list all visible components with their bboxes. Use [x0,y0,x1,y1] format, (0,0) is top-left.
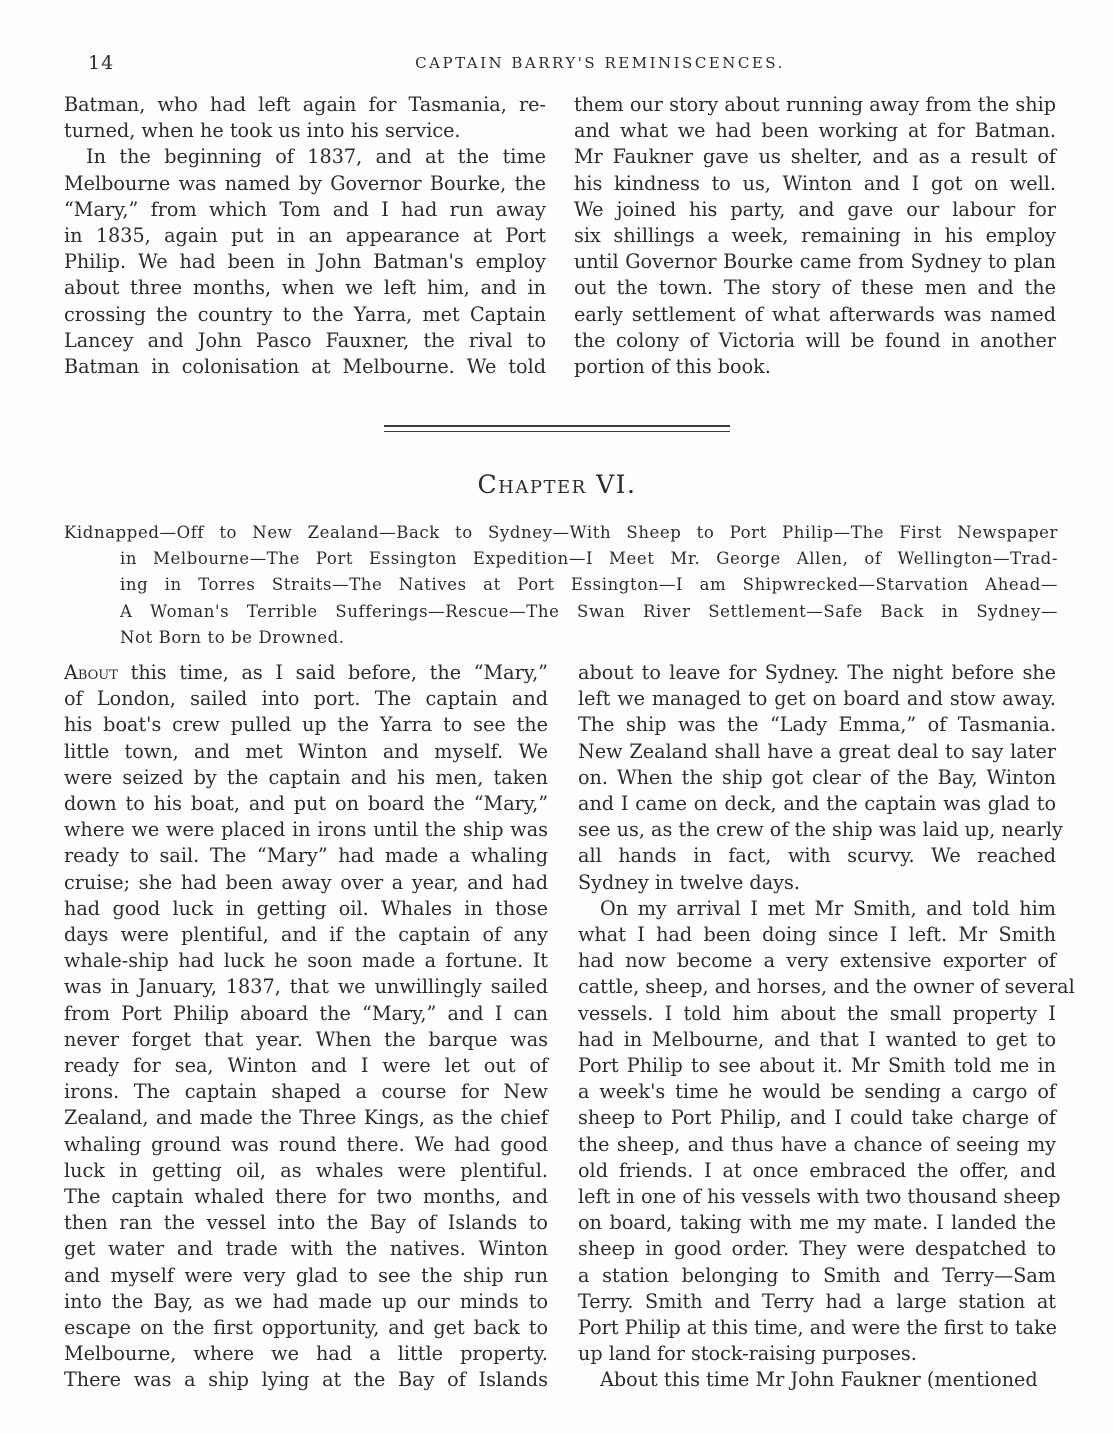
text-line: Batman, who had left again for Tasmania, re- [64,93,546,116]
text-line: We joined his party, and gave our labour for [574,197,1056,221]
text-line: Port Philip to see about it. Mr Smith told me in [578,1054,1056,1078]
text-line: The ship was the “Lady Emma,” of Tasmania. [578,713,1056,737]
top-left-column [64,92,546,380]
text-line: Melbourne, where we had a little property. [64,1342,548,1366]
text-line: days were plentiful, and if the captain of any [64,923,548,947]
text-line: down to his boat, and put on board the “Mary,” [64,792,548,816]
paragraph [578,660,1063,896]
text-line: The captain whaled there for two months, and [64,1185,548,1209]
text-line: ready for sea, Winton and I were let out of [64,1054,548,1078]
text-line: the sheep, and thus have a chance of seeing my [578,1132,1056,1156]
running-head: CAPTAIN BARRY'S REMINISCENCES. [415,54,785,72]
text-line: and myself were very glad to see the ship run [64,1263,548,1287]
synopsis-line: A Woman's Terrible Sufferings—Rescue—The Swan River Settlement—Safe Back in Sydney— [120,601,1058,621]
text-line: ready to sail. The “Mary” had made a whaling [64,844,548,868]
text-line: had in Melbourne, and that I wanted to get to [578,1027,1056,1051]
text-line: early settlement of what afterwards was named [574,302,1056,326]
lead-word: About [64,661,118,684]
text-line: New Zealand shall have a great deal to say later [578,739,1056,763]
text-line: Melbourne was named by Governor Bourke, the [64,171,546,195]
text-line: Philip. We had been in John Batman's employ [64,250,546,274]
paragraph [578,1367,1056,1393]
text-line: in 1835, again put in an appearance at Port [64,224,546,248]
text-line: out the town. The story of these men and the [574,276,1056,300]
paragraph [64,144,546,380]
text-line: never forget that year. When the barque was [64,1027,548,1051]
text-line: on. When the ship got clear of the Bay, Winton [578,765,1056,789]
synopsis-line: Kidnapped—Off to New Zealand—Back to Sydney—With Sheep to Port Philip—The First Newspaper [64,523,1058,542]
text-line: On my arrival I met Mr Smith, and told him [600,896,1056,920]
text-line: a station belonging to Smith and Terry—Sam [578,1263,1056,1287]
text-line: turned, when he took us into his service. [64,119,461,143]
text-line: get water and trade with the natives. Winton [64,1237,548,1261]
section-divider [384,425,730,427]
text-line: them our story about running away from the ship [574,93,1056,116]
text-line: his boat's crew pulled up the Yarra to see the [64,713,548,737]
text-line: had good luck in getting oil. Whales in those [64,896,548,920]
text-line: whaling ground was round there. We had good [64,1132,548,1156]
text-line: Lancey and John Pasco Fauxner, the rival to [64,328,546,352]
top-right-column [574,92,1056,380]
text-line: six shillings a week, remaining in his employ [574,224,1056,248]
text-line: irons. The captain shaped a course for New [64,1080,548,1104]
text-line: little town, and met Winton and myself. We [64,739,548,763]
text-line: see us, as the crew of the ship was laid up, nearly [578,818,1063,842]
text-line: old friends. I at once embraced the offer, and [578,1158,1056,1182]
text-line: left in one of his vessels with two thousand sheep [578,1185,1061,1209]
page-number: 14 [88,52,115,74]
text-line: and what we had been working at for Batman. [574,119,1056,143]
paragraph [574,92,1056,380]
text-line: escape on the first opportunity, and get back to [64,1316,548,1340]
text-line: Zealand, and made the Three Kings, as the chief [64,1106,548,1130]
section-divider [384,431,730,432]
text-line: crossing the country to the Yarra, met Captain [64,302,546,326]
text-line: about three months, when we left him, and in [64,276,546,300]
text-line: and I came on deck, and the captain was glad to [578,792,1056,816]
first-line-rest: this time, as I said before, the “Mary,” [117,661,548,684]
text-line: Port Philip at this time, and were the first to take [578,1316,1057,1340]
text-line: until Governor Bourke came from Sydney to plan [574,250,1056,274]
text-line: whale-ship had luck he soon made a fortune. It [64,949,548,973]
text-line: Mr Faukner gave us shelter, and as a result of [574,145,1056,169]
text-line: had now become a very extensive exporter of [578,949,1056,973]
chapter-synopsis [64,520,1058,651]
text-line: vessels. I told him about the small property I [578,1001,1056,1025]
text-line: There was a ship lying at the Bay of Islands [64,1368,548,1392]
text-line: In the beginning of 1837, and at the time [86,145,546,169]
text-line: luck in getting oil, as whales were plentiful. [64,1158,548,1182]
text-line: “Mary,” from which Tom and I had run away [64,197,546,221]
paragraph [64,92,546,144]
text-line: About this time Mr John Faukner (mentioned [600,1368,1038,1392]
text-line: Terry. Smith and Terry had a large station at [578,1289,1056,1313]
text-line: about to leave for Sydney. The night before she [578,661,1056,684]
text-line: what I had been doing since I left. Mr Smith [578,923,1056,947]
text-line: from Port Philip aboard the “Mary,” and I can [64,1001,548,1025]
text-line: then ran the vessel into the Bay of Islands to [64,1211,548,1235]
text-line: portion of this book. [574,355,771,379]
text-line: cattle, sheep, and horses, and the owner of several [578,975,1075,999]
text-line: all hands in fact, with scurvy. We reached [578,844,1056,868]
text-line: sheep in good order. They were despatched to [578,1237,1056,1261]
text-line: the colony of Victoria will be found in another [574,328,1056,352]
paragraph [64,660,548,1394]
text-line [64,660,548,686]
text-line: on board, taking with me my mate. I landed the [578,1211,1056,1235]
text-line: into the Bay, as we had made up our minds to [64,1289,548,1313]
paragraph [578,896,1075,1368]
text-line: cruise; she had been away over a year, and had [64,870,548,894]
text-line: sheep to Port Philip, and I could take charge of [578,1106,1056,1130]
chapter-title: Chapter VI. [477,470,637,499]
text-line: a week's time he would be sending a cargo of [578,1080,1056,1104]
text-line: left we managed to get on board and stow away. [578,687,1056,711]
text-line: his kindness to us, Winton and I got on well. [574,171,1056,195]
synopsis-line: ing in Torres Straits—The Natives at Port Essington—I am Shipwrecked—Starvation Ahead— [120,575,1058,595]
synopsis-line: in Melbourne—The Port Essington Expedition—I Meet Mr. George Allen, of Wellington—Trad- [120,549,1058,569]
text-line: was in January, 1837, that we unwillingly sailed [64,975,548,999]
text-line: Batman in colonisation at Melbourne. We told [64,355,546,379]
text-line: up land for stock-raising purposes. [578,1342,917,1366]
text-line: of London, sailed into port. The captain and [64,687,548,711]
bottom-right-column [578,660,1075,1394]
text-line: Sydney in twelve days. [578,870,800,894]
text-line: where we were placed in irons until the ship was [64,818,548,842]
bottom-left-column [64,660,548,1394]
text-line: were seized by the captain and his men, taken [64,765,548,789]
synopsis-line: Not Born to be Drowned. [120,627,345,647]
